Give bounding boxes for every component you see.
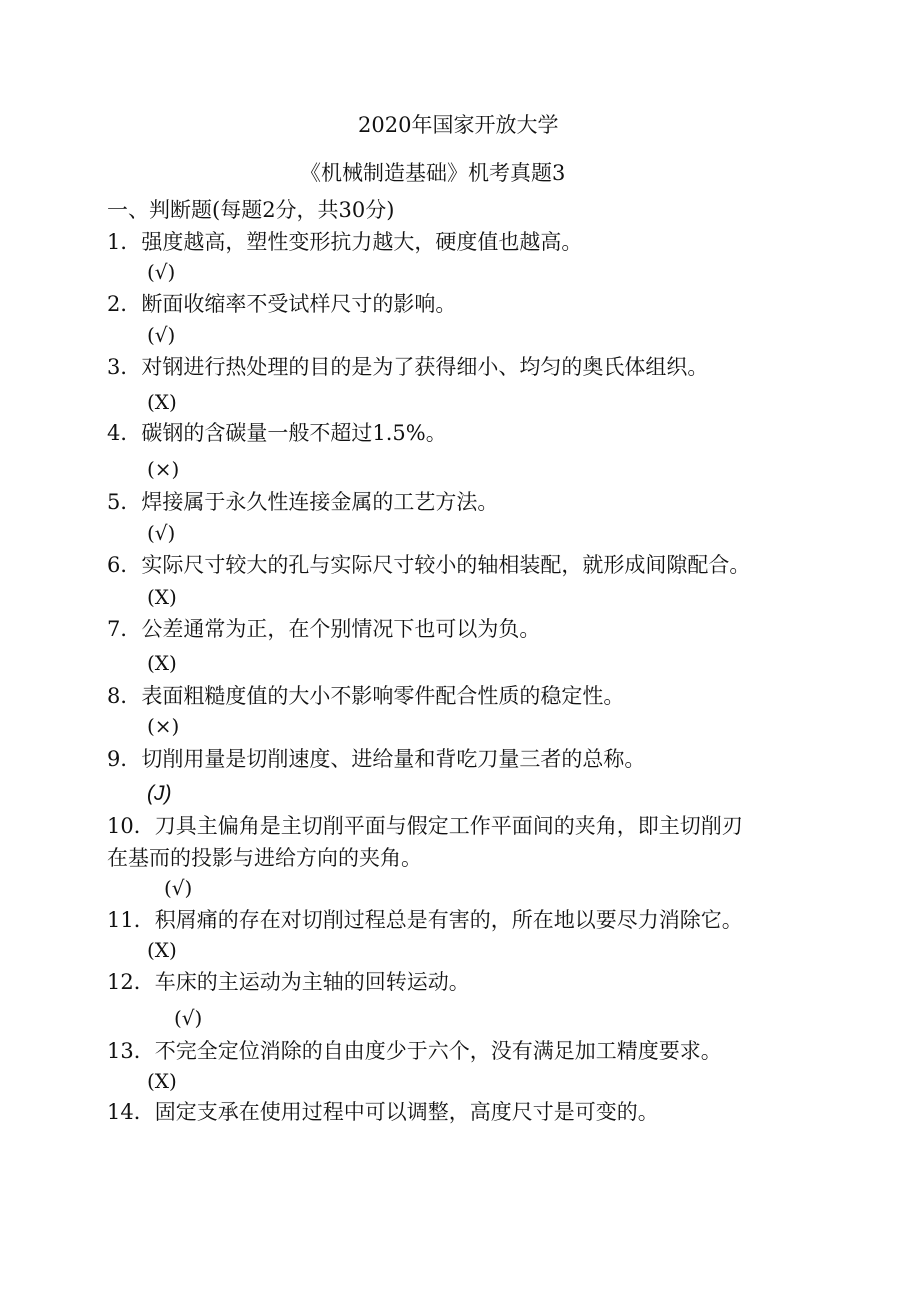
question-1-answer: (√) <box>147 260 176 284</box>
question-2-answer: (√) <box>147 323 176 347</box>
question-12-answer: (√) <box>174 1006 203 1030</box>
question-7-answer: (X) <box>147 651 177 675</box>
question-4-text: 4．碳钢的含碳量一般不超过1.5%。 <box>107 421 447 445</box>
question-10-answer: (√) <box>164 876 193 900</box>
question-12-text: 12．车床的主运动为主轴的回转运动。 <box>107 970 470 994</box>
document-title-year: 2020年国家开放大学 <box>358 113 559 137</box>
question-5-text: 5．焊接属于永久性连接金属的工艺方法。 <box>107 490 499 514</box>
section-heading: 一、判断题(每题2分，共30分) <box>107 198 395 222</box>
question-3-text: 3．对钢进行热处理的目的是为了获得细小、均匀的奥氏体组织。 <box>107 355 709 379</box>
question-13-text: 13．不完全定位消除的自由度少于六个，没有满足加工精度要求。 <box>107 1039 722 1063</box>
question-10-text: 10．刀具主偏角是主切削平面与假定工作平面间的夹角，即主切削刃 <box>107 814 743 838</box>
question-13-answer: (X) <box>147 1069 177 1093</box>
question-3-answer: (X) <box>147 390 177 414</box>
question-8-answer: (×) <box>147 714 180 738</box>
question-9-answer: (J) <box>147 782 172 805</box>
question-11-answer: (X) <box>147 938 177 962</box>
question-7-text: 7．公差通常为正，在个别情况下也可以为负。 <box>107 617 541 641</box>
question-9-text: 9．切削用量是切削速度、进给量和背吃刀量三者的总称。 <box>107 747 646 771</box>
question-5-answer: (√) <box>147 521 176 545</box>
question-1-text: 1．强度越高，塑性变形抗力越大，硬度值也越高。 <box>107 230 583 254</box>
question-6-answer: (X) <box>147 585 177 609</box>
question-10-text-continued: 在基而的投影与进给方向的夹角。 <box>107 846 422 870</box>
question-14-text: 14．固定支承在使用过程中可以调整，高度尺寸是可变的。 <box>107 1100 659 1124</box>
document-title-exam: 《机械制造基础》机考真题3 <box>300 161 566 185</box>
question-2-text: 2．断面收缩率不受试样尺寸的影响。 <box>107 292 457 316</box>
question-8-text: 8．表面粗糙度值的大小不影响零件配合性质的稳定性。 <box>107 684 625 708</box>
question-6-text: 6．实际尺寸较大的孔与实际尺寸较小的轴相装配，就形成间隙配合。 <box>107 553 751 577</box>
question-4-answer: (×) <box>147 457 180 481</box>
question-11-text: 11．积屑痛的存在对切削过程总是有害的，所在地以要尽力消除它。 <box>107 908 743 932</box>
